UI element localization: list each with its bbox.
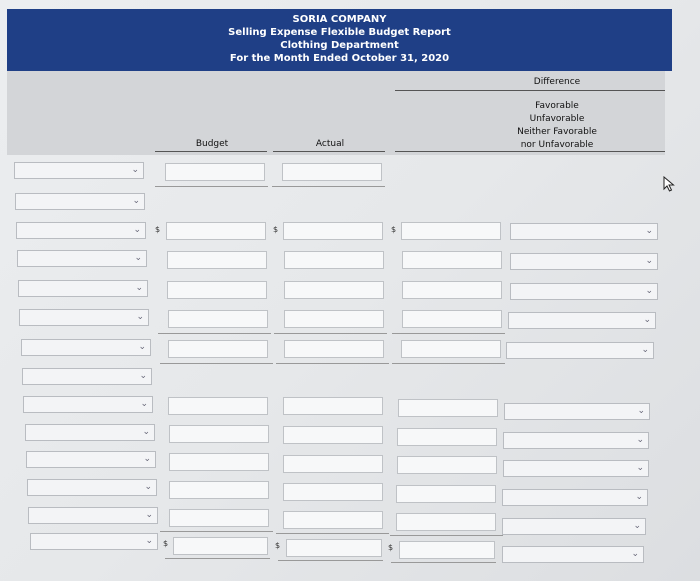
- budget-double-rule: [165, 558, 270, 559]
- budget-input[interactable]: [168, 310, 268, 328]
- chevron-down-icon: ⌄: [645, 286, 653, 296]
- chevron-down-icon: ⌄: [633, 521, 641, 531]
- difference-double-rule: [391, 562, 496, 563]
- difference-subtotal-rule: [392, 363, 505, 364]
- expense-select[interactable]: [28, 507, 158, 524]
- report-period: For the Month Ended October 31, 2020: [229, 53, 450, 64]
- actual-input[interactable]: [283, 511, 383, 529]
- favorability-select[interactable]: [504, 403, 650, 420]
- actual-input[interactable]: [284, 310, 384, 328]
- chevron-down-icon: ⌄: [631, 549, 639, 559]
- chevron-down-icon: ⌄: [136, 312, 144, 322]
- actual-input[interactable]: [283, 455, 383, 473]
- budget-subtotal-rule: [160, 363, 273, 364]
- expense-select[interactable]: [16, 222, 146, 239]
- actual-input[interactable]: [283, 222, 383, 240]
- favorability-select[interactable]: [503, 432, 649, 449]
- expense-select[interactable]: [17, 250, 147, 267]
- unfavorable-label: Unfavorable: [529, 114, 585, 124]
- actual-total-rule: [272, 186, 385, 187]
- chevron-down-icon: ⌄: [145, 536, 153, 546]
- difference-underline: [395, 90, 665, 91]
- chevron-down-icon: ⌄: [140, 399, 148, 409]
- budget-input[interactable]: [169, 481, 269, 499]
- chevron-down-icon: ⌄: [636, 435, 644, 445]
- currency-symbol: $: [163, 539, 169, 548]
- actual-input[interactable]: [284, 281, 384, 299]
- expense-select[interactable]: [21, 339, 151, 356]
- actual-input[interactable]: [284, 340, 384, 358]
- chevron-down-icon: ⌄: [133, 225, 141, 235]
- difference-input[interactable]: [397, 428, 497, 446]
- chevron-down-icon: ⌄: [643, 315, 651, 325]
- chevron-down-icon: ⌄: [641, 345, 649, 355]
- budget-input[interactable]: [173, 537, 268, 555]
- actual-input[interactable]: [283, 483, 383, 501]
- difference-input[interactable]: [402, 251, 502, 269]
- budget-input[interactable]: [168, 397, 268, 415]
- budget-total-rule: [155, 186, 268, 187]
- difference-subtotal-rule: [390, 535, 503, 536]
- expense-select[interactable]: [18, 280, 148, 297]
- actual-underline: [273, 151, 385, 152]
- department-name: Clothing Department: [280, 40, 399, 51]
- favorability-select[interactable]: [503, 460, 649, 477]
- favorability-select[interactable]: [502, 489, 648, 506]
- expense-select[interactable]: [22, 368, 152, 385]
- currency-symbol: $: [388, 543, 394, 552]
- difference-input[interactable]: [401, 340, 501, 358]
- difference-heading: Difference: [533, 77, 581, 87]
- variance-underline: [395, 151, 665, 152]
- chevron-down-icon: ⌄: [645, 256, 653, 266]
- budget-input[interactable]: [166, 222, 266, 240]
- chevron-down-icon: ⌄: [645, 226, 653, 236]
- expense-select[interactable]: [19, 309, 149, 326]
- chevron-down-icon: ⌄: [636, 463, 644, 473]
- difference-input[interactable]: [398, 399, 498, 417]
- chevron-down-icon: ⌄: [142, 427, 150, 437]
- favorability-select[interactable]: [502, 546, 644, 563]
- expense-select[interactable]: [25, 424, 155, 441]
- budget-input[interactable]: [167, 251, 267, 269]
- favorability-select[interactable]: [510, 283, 658, 300]
- difference-input[interactable]: [402, 310, 502, 328]
- actual-input[interactable]: [284, 251, 384, 269]
- budget-input[interactable]: [169, 509, 269, 527]
- expense-select[interactable]: [23, 396, 153, 413]
- expense-select[interactable]: [15, 193, 145, 210]
- favorable-label: Favorable: [535, 101, 579, 111]
- chevron-down-icon: ⌄: [139, 371, 147, 381]
- report-header: [7, 9, 672, 71]
- actual-heading: Actual: [315, 139, 345, 149]
- currency-symbol: $: [275, 541, 281, 550]
- difference-input[interactable]: [399, 541, 495, 559]
- company-name: SORIA COMPANY: [292, 14, 387, 25]
- difference-options: [467, 100, 647, 152]
- budget-input[interactable]: [169, 453, 269, 471]
- budget-subtotal-rule: [158, 333, 271, 334]
- budget-heading: Budget: [195, 139, 229, 149]
- chevron-down-icon: ⌄: [138, 342, 146, 352]
- chevron-down-icon: ⌄: [131, 165, 139, 175]
- difference-input[interactable]: [402, 281, 502, 299]
- currency-symbol: $: [273, 225, 279, 234]
- chevron-down-icon: ⌄: [637, 406, 645, 416]
- chevron-down-icon: ⌄: [143, 454, 151, 464]
- neither-favorable-label: Neither Favorable: [517, 127, 597, 137]
- actual-subtotal-rule: [276, 533, 389, 534]
- budget-subtotal-rule: [160, 531, 273, 532]
- chevron-down-icon: ⌄: [134, 253, 142, 263]
- currency-symbol: $: [155, 225, 161, 234]
- actual-input[interactable]: [286, 539, 382, 557]
- chevron-down-icon: ⌄: [145, 510, 153, 520]
- actual-input[interactable]: [282, 163, 382, 181]
- column-header-band: [7, 71, 665, 155]
- currency-symbol: $: [391, 225, 397, 234]
- chevron-down-icon: ⌄: [135, 283, 143, 293]
- actual-subtotal-rule: [276, 363, 389, 364]
- expense-select[interactable]: [14, 162, 144, 179]
- favorability-select[interactable]: [502, 518, 646, 535]
- budget-input[interactable]: [168, 340, 268, 358]
- budget-input[interactable]: [165, 163, 265, 181]
- difference-input[interactable]: [396, 513, 496, 531]
- report-title: Selling Expense Flexible Budget Report: [228, 27, 451, 38]
- actual-double-rule: [278, 560, 383, 561]
- favorability-select[interactable]: [510, 253, 658, 270]
- budget-underline: [155, 151, 267, 152]
- difference-subtotal-rule: [392, 333, 505, 334]
- actual-subtotal-rule: [274, 333, 387, 334]
- difference-input[interactable]: [396, 485, 496, 503]
- favorability-select[interactable]: [506, 342, 654, 359]
- favorability-select[interactable]: [510, 223, 658, 240]
- favorability-select[interactable]: [508, 312, 656, 329]
- expense-select[interactable]: [26, 451, 156, 468]
- difference-input[interactable]: [401, 222, 501, 240]
- difference-input[interactable]: [397, 456, 497, 474]
- budget-input[interactable]: [167, 281, 267, 299]
- actual-input[interactable]: [283, 397, 383, 415]
- budget-input[interactable]: [169, 425, 269, 443]
- chevron-down-icon: ⌄: [132, 196, 140, 206]
- actual-input[interactable]: [283, 426, 383, 444]
- expense-select[interactable]: [30, 533, 158, 550]
- expense-select[interactable]: [27, 479, 157, 496]
- mouse-cursor-icon: [662, 176, 678, 192]
- chevron-down-icon: ⌄: [635, 492, 643, 502]
- chevron-down-icon: ⌄: [144, 482, 152, 492]
- nor-unfavorable-label: nor Unfavorable: [520, 140, 594, 150]
